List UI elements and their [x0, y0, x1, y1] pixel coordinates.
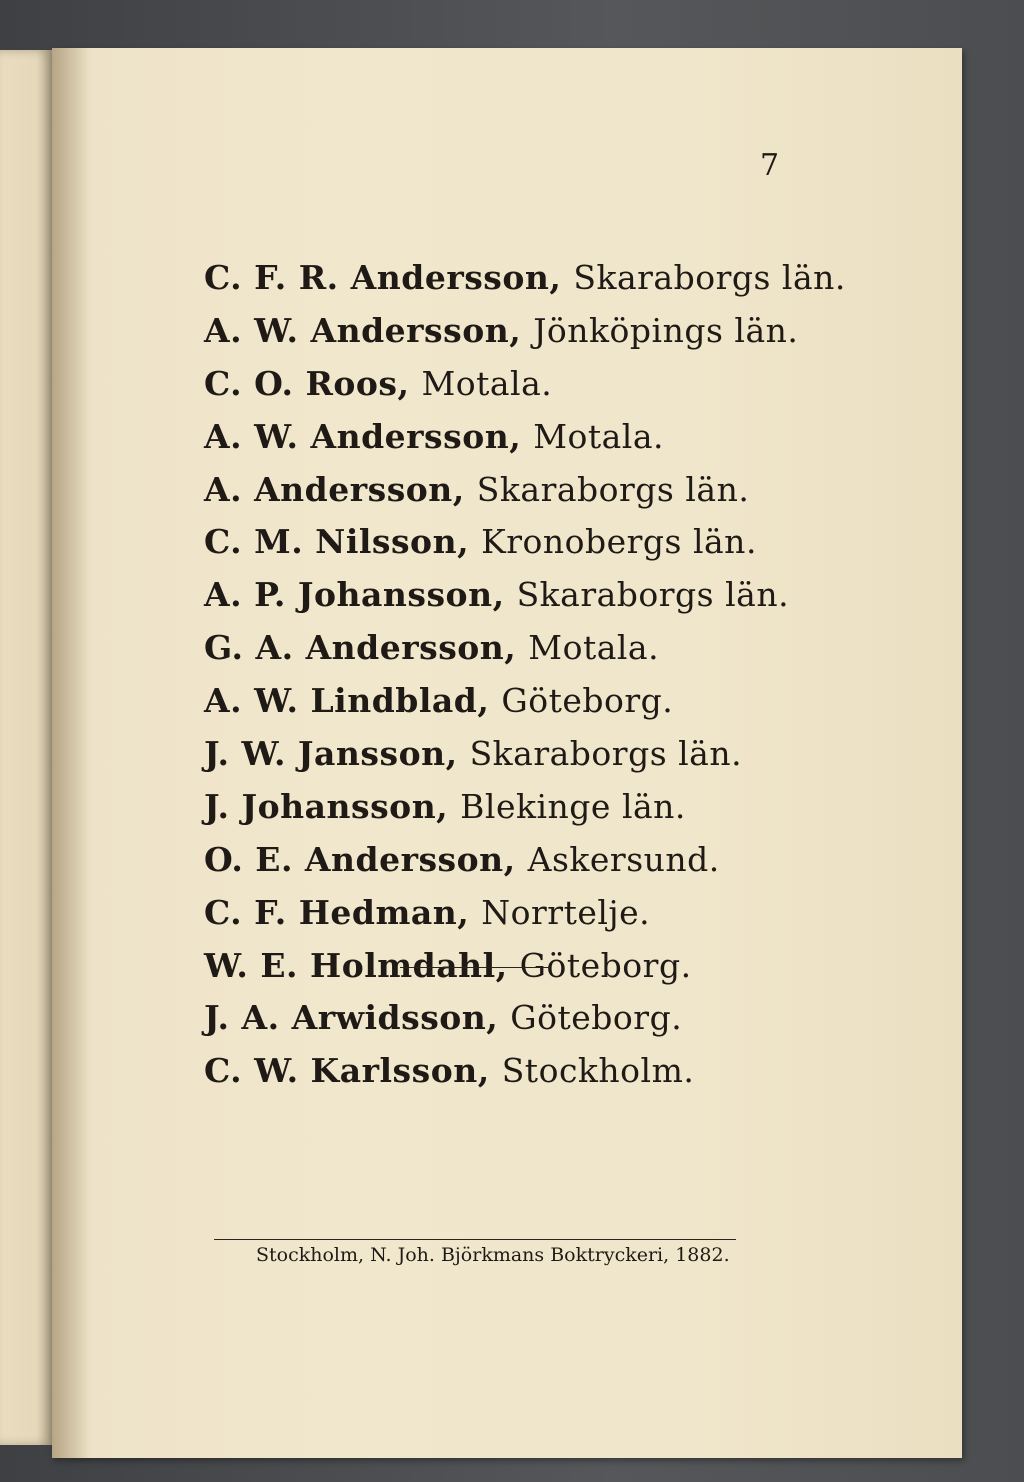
entry-place: Motala.	[533, 416, 664, 456]
entry-name: C. F. R. Andersson,	[204, 258, 562, 297]
entry-place: Kronobergs län.	[481, 522, 757, 562]
entry-name: A. Andersson,	[204, 469, 465, 509]
entry-place: Blekinge län.	[460, 786, 686, 826]
list-item	[204, 411, 846, 464]
list-item	[204, 1045, 846, 1098]
list-item	[204, 992, 846, 1045]
entry-place: Stockholm.	[501, 1051, 695, 1091]
entry-name: J. A. Arwidsson,	[204, 998, 499, 1038]
page-number: 7	[760, 148, 780, 183]
entry-name: C. O. Roos,	[204, 363, 410, 403]
list-item	[204, 781, 846, 834]
entry-place: Jönköpings län.	[533, 310, 799, 350]
gutter-shadow	[52, 48, 92, 1458]
list-item	[204, 516, 846, 569]
entry-place: Skaraborgs län.	[469, 734, 743, 774]
entry-name: G. A. Andersson,	[204, 628, 517, 668]
list-item	[204, 569, 846, 622]
entry-place: Skaraborgs län.	[573, 258, 846, 297]
book-page	[52, 48, 962, 1458]
entry-place: Askersund.	[527, 839, 720, 879]
list-item	[204, 305, 846, 358]
entry-name: A. P. Johansson,	[204, 575, 505, 615]
entry-name: C. F. Hedman,	[204, 892, 470, 932]
name-list	[204, 252, 846, 1098]
entry-name: C. M. Nilsson,	[204, 522, 470, 562]
entry-place: Norrtelje.	[481, 892, 651, 932]
imprint-rule	[214, 1239, 736, 1240]
facing-page-edge	[0, 50, 52, 1445]
entry-place: Göteborg.	[519, 945, 692, 985]
entry-name: W. E. Holmdahl,	[204, 945, 508, 985]
list-item	[204, 622, 846, 675]
list-item	[204, 728, 846, 781]
entry-name: A. W. Lindblad,	[204, 681, 490, 721]
entry-name: A. W. Andersson,	[204, 416, 522, 456]
entry-place: Skaraborgs län.	[516, 575, 790, 615]
entry-place: Skaraborgs län.	[476, 469, 750, 509]
entry-name: C. W. Karlsson,	[204, 1051, 490, 1091]
entry-name: A. W. Andersson,	[204, 310, 522, 350]
entry-name: J. Johansson,	[204, 786, 449, 826]
list-item	[204, 464, 846, 517]
list-item	[204, 675, 846, 728]
entry-place: Motala.	[421, 363, 553, 403]
list-item	[204, 834, 846, 887]
list-item	[204, 358, 846, 411]
entry-name: J. W. Jansson,	[204, 734, 458, 774]
section-divider	[400, 967, 550, 968]
entry-place: Motala.	[528, 628, 660, 668]
entry-place: Göteborg.	[501, 681, 674, 721]
list-item	[204, 887, 846, 940]
entry-name: O. E. Andersson,	[204, 839, 516, 879]
entry-place: Göteborg.	[510, 998, 683, 1038]
printer-imprint: Stockholm, N. Joh. Björkmans Boktryckeri, 1882.	[256, 1244, 730, 1266]
list-item	[204, 252, 846, 305]
